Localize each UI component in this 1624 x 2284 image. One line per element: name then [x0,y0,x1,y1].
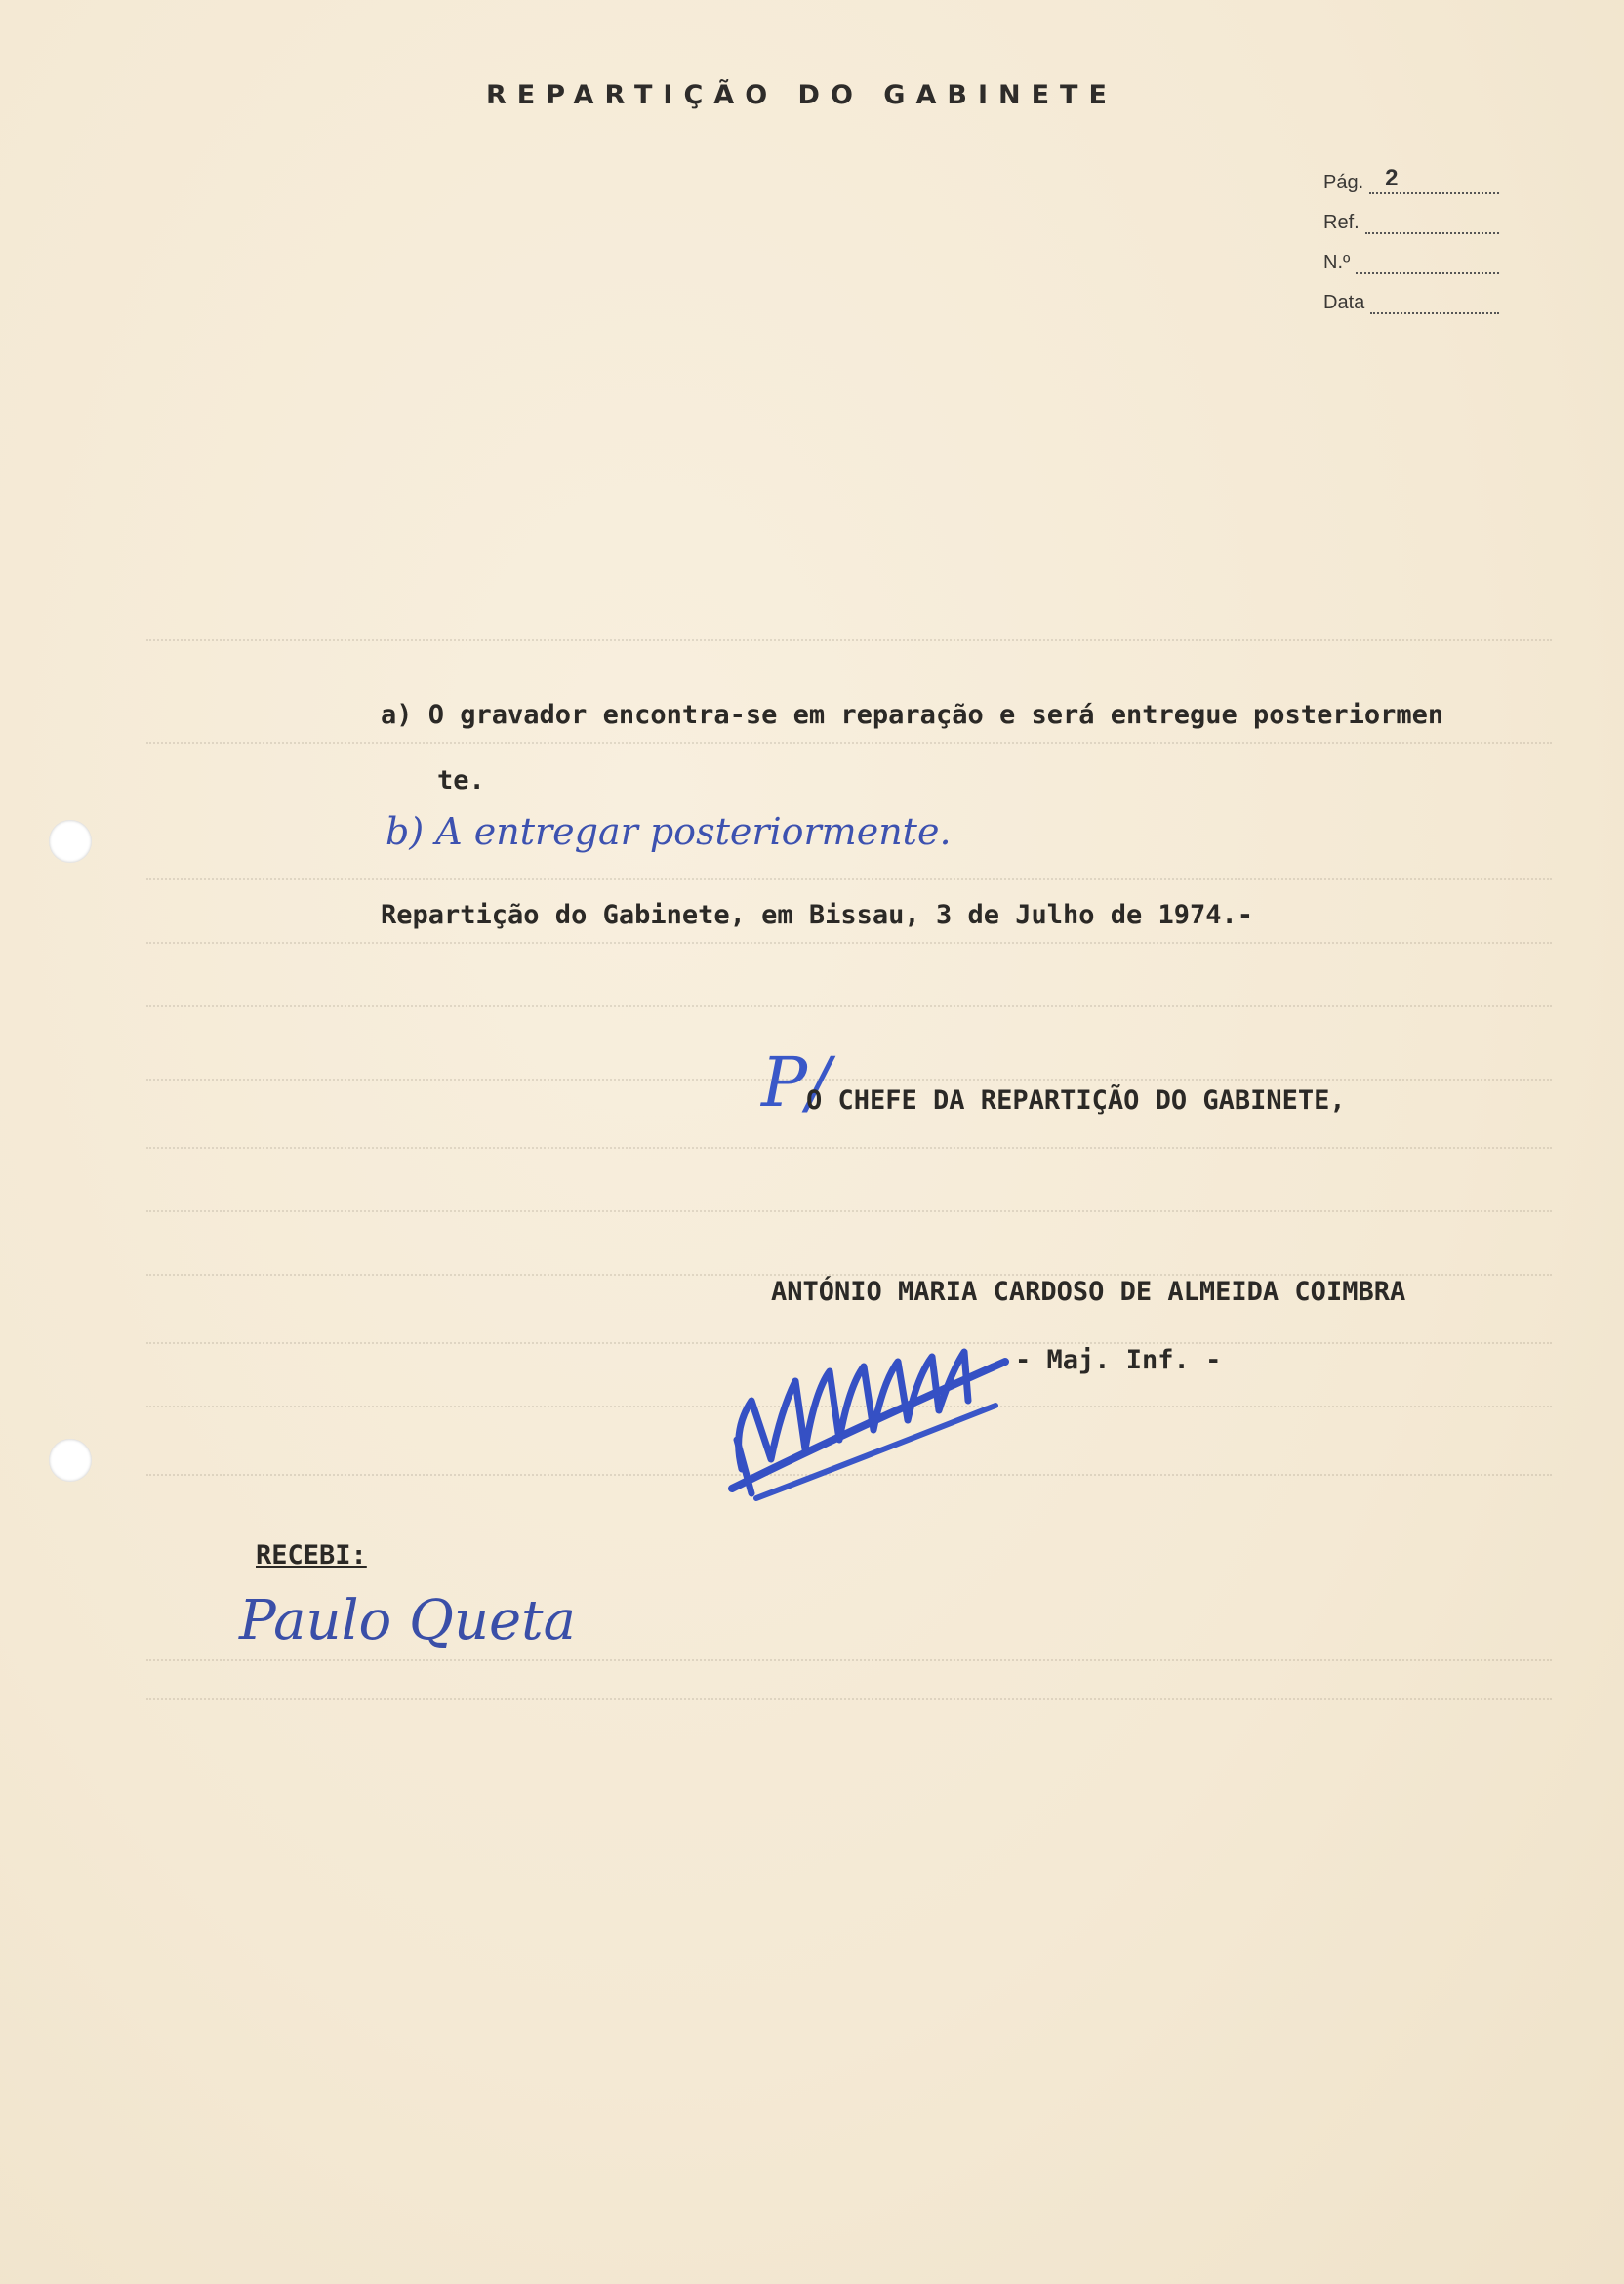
ghost-line [146,742,1552,748]
receipt-label: RECEBI: [256,1540,367,1570]
meta-ref-row [1323,194,1499,234]
place-date-line: Repartição do Gabinete, em Bissau, 3 de Julho de 1974.- [381,900,1254,930]
ghost-line [146,942,1552,948]
meta-page-value: 2 [1385,165,1399,191]
reference-block [1323,154,1499,314]
meta-page-row [1323,154,1499,194]
signature-scribble [712,1293,1025,1518]
ghost-line [146,1698,1552,1704]
meta-ref-line [1365,213,1499,234]
meta-date-row [1323,274,1499,314]
ghost-line [146,1147,1552,1153]
signatory-name: ANTÓNIO MARIA CARDOSO DE ALMEIDA COIMBRA [771,1277,1406,1307]
signature-heading: O CHEFE DA REPARTIÇÃO DO GABINETE, [806,1085,1346,1116]
meta-number-label: N.º [1323,252,1351,273]
item-a-line2: te. [437,765,485,795]
ghost-line [146,1659,1552,1665]
item-b-handwritten: b) A entregar posteriormente. [386,810,952,853]
signatory-rank: - Maj. Inf. - [1015,1345,1222,1375]
per-procuration-mark: P/ [761,1042,831,1122]
letterhead-title: REPARTIÇÃO DO GABINETE [486,80,1117,110]
ghost-line [146,639,1552,645]
punch-hole [49,1439,92,1482]
meta-number-row [1323,234,1499,274]
meta-page-line [1369,165,1499,194]
ghost-line [146,1210,1552,1216]
meta-page-label: Pág. [1323,172,1364,193]
receipt-handwritten-name: Paulo Queta [239,1589,577,1652]
meta-date-line [1370,293,1499,314]
meta-number-line [1356,253,1499,274]
ghost-line [146,878,1552,884]
meta-ref-label: Ref. [1323,212,1360,233]
item-a-line1: a) O gravador encontra-se em reparação e será entregue posteriormen [381,700,1444,730]
ghost-line [146,1005,1552,1011]
punch-hole [49,820,92,863]
ghost-line [146,1079,1552,1084]
meta-date-label: Data [1323,292,1365,313]
